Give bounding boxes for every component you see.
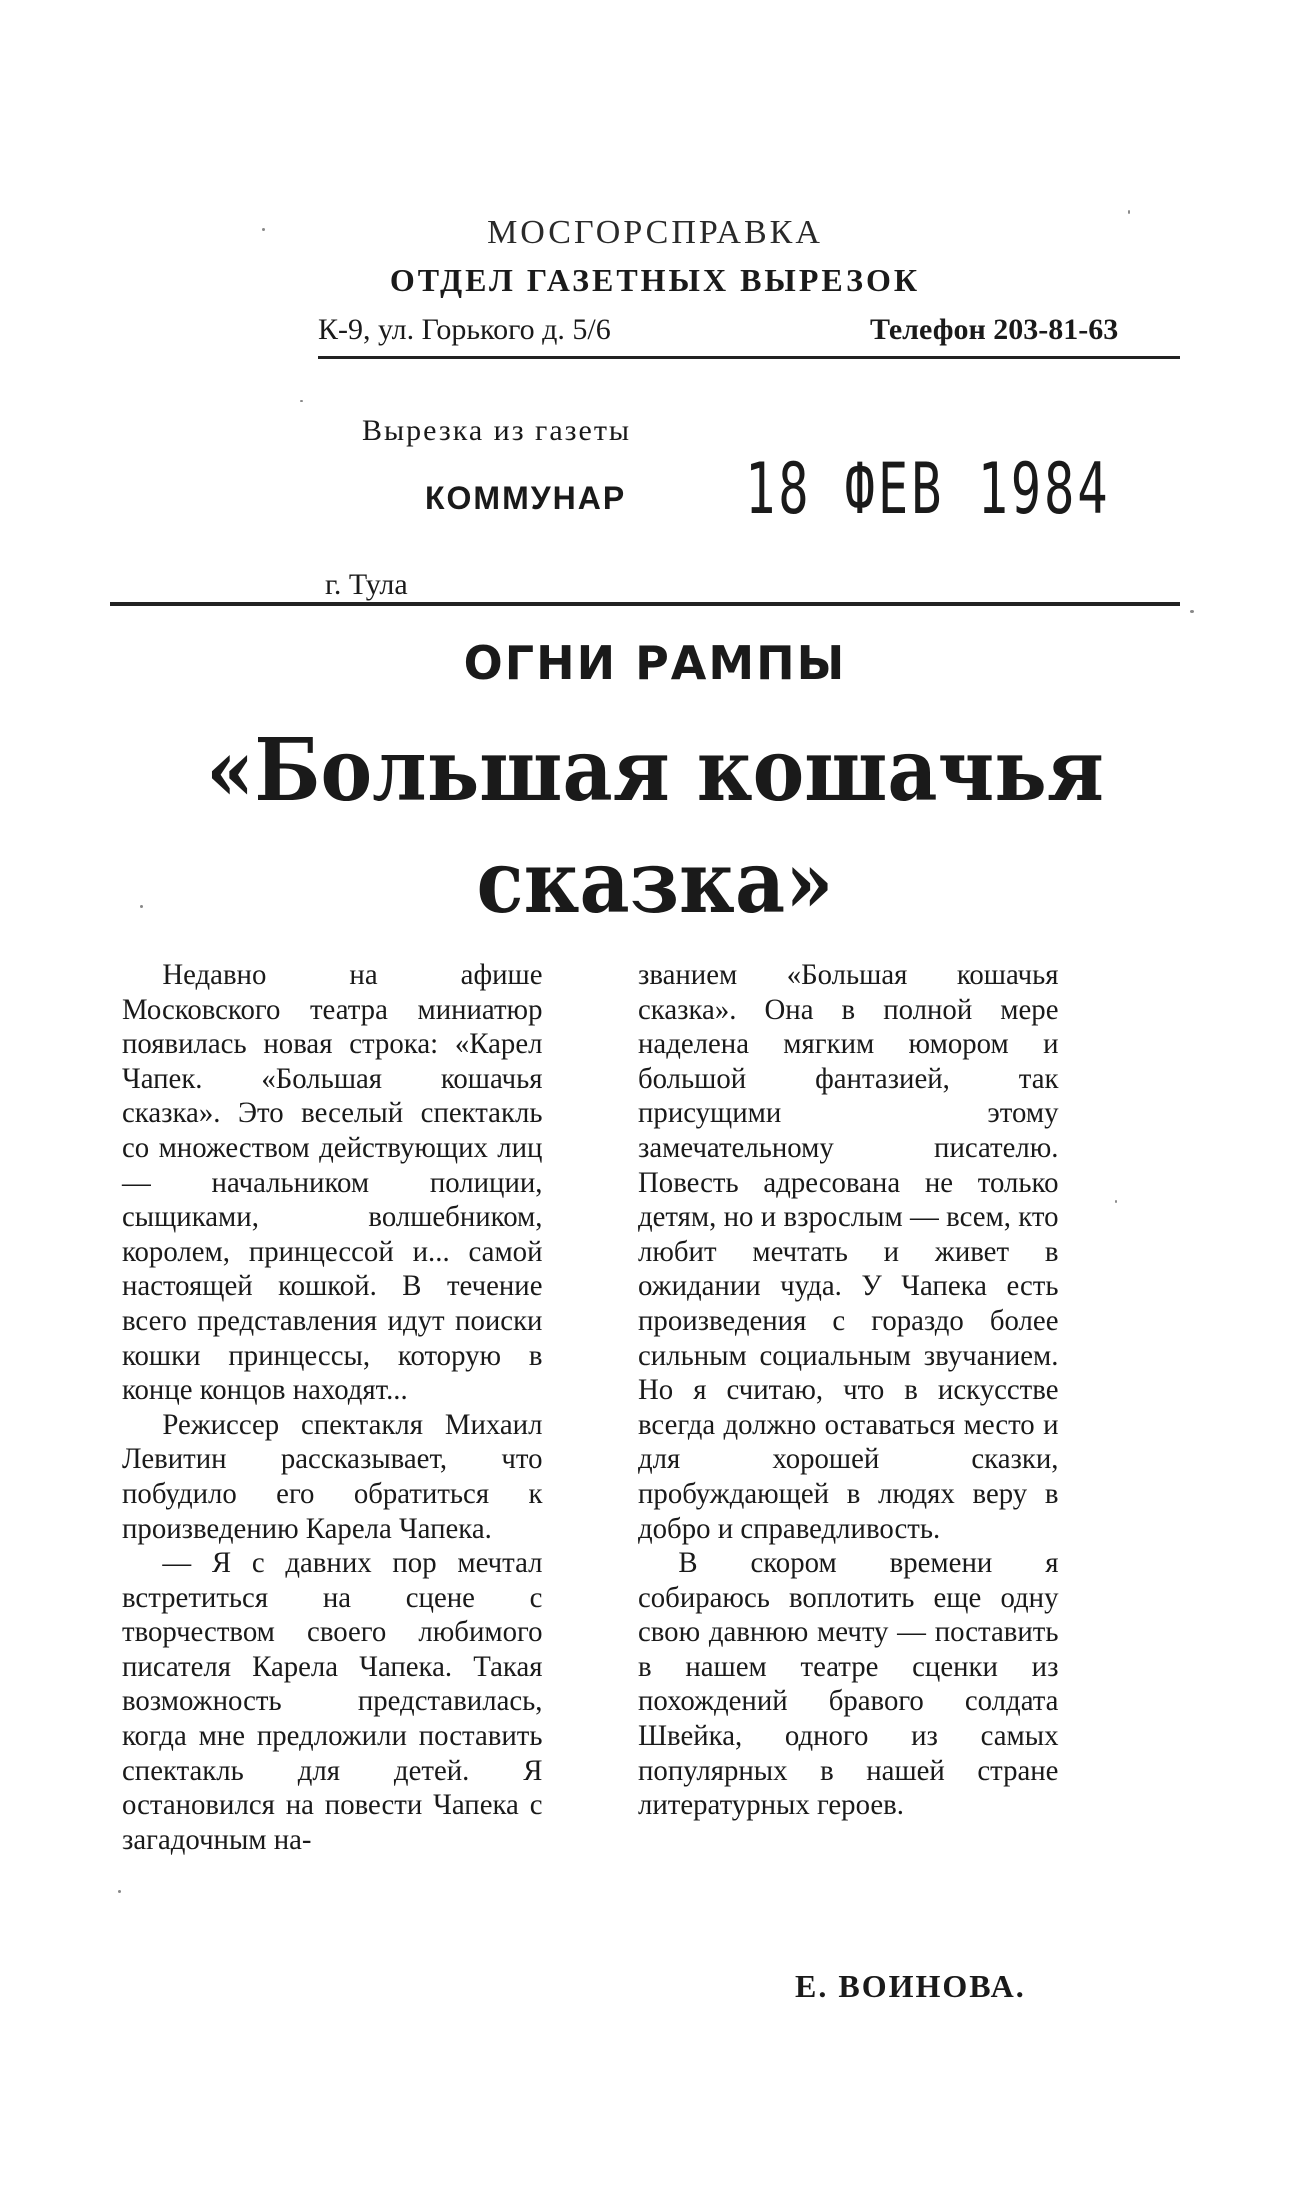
article-title xyxy=(66,715,1245,939)
author-signature: Е. ВОИНОВА. xyxy=(795,1968,1026,2004)
article-rubric: ОГНИ РАМПЫ xyxy=(463,636,847,690)
print-speck xyxy=(300,400,303,402)
article-title-line-1: «Большая кошачья xyxy=(206,720,1104,821)
print-speck xyxy=(1190,610,1194,613)
paragraph: званием «Большая кошачья сказка». Она в полной мере наделена мягким юмором и большой фантазией, так присущими этому замечательному писателю. Повесть адресована не только детям, но и взрослым — всем, кто любит мечтать и живет в ожидании чуда. У Чапека есть произведения с гораздо более сильным социальным звучанием. Но я считаю, что в искусстве всегда должно оставаться место и для хорошей сказки, пробуждающей в людях веру в добро и справедливость. xyxy=(638,958,1059,1545)
agency-name: МОСГОРСПРАВКА xyxy=(487,214,823,251)
paragraph: Недавно на афише Московского театра миниатюр появилась новая строка: «Карел Чапек. «Большая кошачья сказка». Это веселый спектакль со множеством действующих лиц — начальником полиции, сыщиками, волшебником, королем, принцессой и... самой настоящей кошкой. В течение всего представления идут поиски кошки принцессы, которую в конце концов находят... xyxy=(122,958,543,1407)
paragraph: — Я с давних пор мечтал встретиться на сцене с творчеством своего любимого писателя Карела Чапека. Такая возможность представилась, когда мне предложили поставить спектакль для детей. Я остановился на повести Чапека с загадочным на- xyxy=(122,1546,543,1856)
agency-phone: Телефон 203-81-63 xyxy=(870,313,1119,346)
agency-address: К-9, ул. Горького д. 5/6 xyxy=(318,313,611,346)
print-speck xyxy=(140,905,143,908)
print-speck xyxy=(1115,1200,1117,1203)
paragraph: Режиссер спектакля Михаил Левитин рассказывает, что побудило его обратиться к произведению Карела Чапека. xyxy=(122,1407,543,1545)
department-name: ОТДЕЛ ГАЗЕТНЫХ ВЫРЕЗОК xyxy=(389,262,921,298)
newspaper-city: г. Тула xyxy=(325,568,408,601)
clipping-label: Вырезка из газеты xyxy=(362,414,632,447)
article-column-right xyxy=(638,958,1058,1823)
article-column-left xyxy=(122,958,542,1857)
date-stamp: 18 ФЕВ 1984 xyxy=(745,448,1111,530)
print-speck xyxy=(262,228,265,231)
clipping-rule xyxy=(110,602,1180,606)
paragraph: В скором времени я собираюсь воплотить еще одну свою давнюю мечту — поставить в нашем театре сценки из похождений бравого солдата Швейка, одного из самых популярных в нашей стране литературных героев. xyxy=(638,1546,1059,1822)
article-title-line-2: сказка» xyxy=(476,832,834,933)
print-speck xyxy=(1128,210,1130,214)
header-rule xyxy=(318,356,1180,359)
print-speck xyxy=(118,1890,121,1893)
newspaper-name: КОММУНАР xyxy=(425,480,627,516)
